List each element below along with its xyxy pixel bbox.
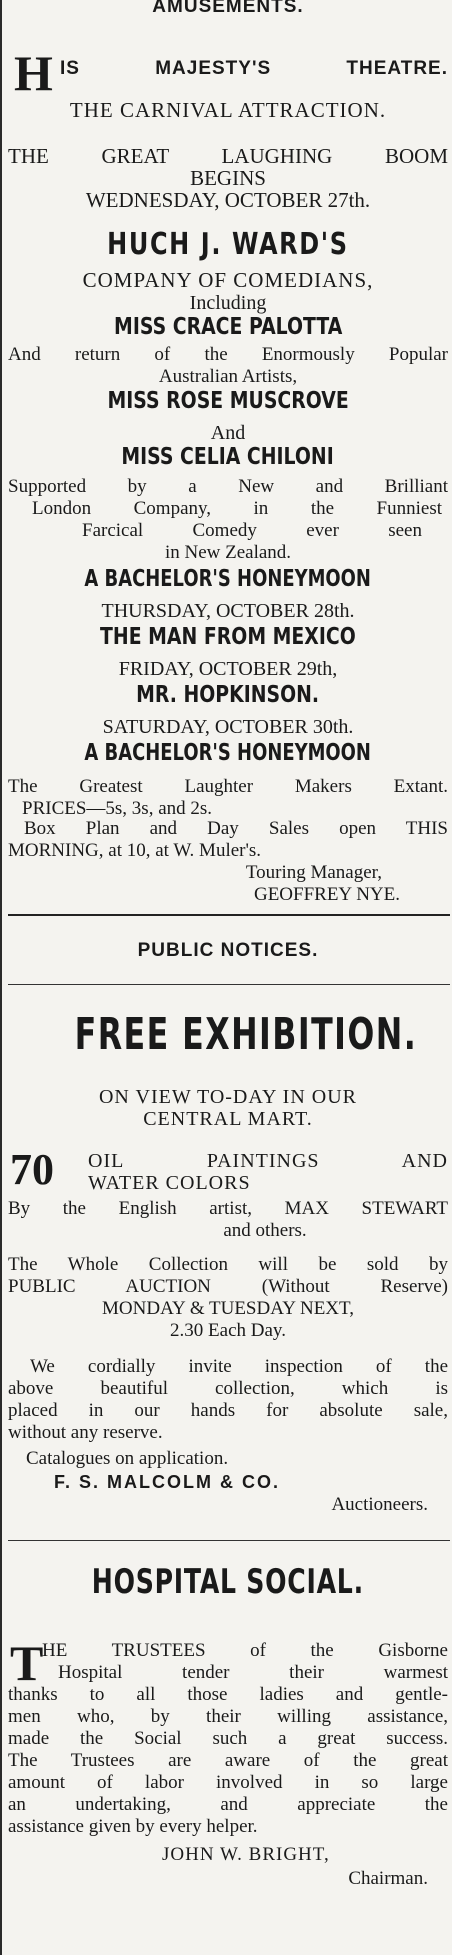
view-line-2: CENTRAL MART. [143,1108,313,1130]
sale-line-3: MONDAY & TUESDAY NEXT, [102,1298,354,1319]
paintings-line-2: WATER COLORS [88,1172,251,1194]
section-divider [8,914,450,916]
view-line-1: ON VIEW TO-DAY IN OUR [98,1086,358,1108]
star-1: MISS CRACE PALOTTA [113,314,343,340]
manager-name: HUCH J. WARD'S [107,228,349,262]
play-2-wrap [8,624,448,650]
manager-name-wrap [8,228,448,262]
and-line: And [210,422,246,444]
catalogues-line: Catalogues on application. [26,1448,229,1469]
opening-date: WEDNESDAY, OCTOBER 27th. [85,188,371,212]
section-heading-public-notices: PUBLIC NOTICES. [137,940,319,961]
sale-line-4: 2.30 Each Day. [170,1320,286,1341]
invite-line-4: without any reserve. [8,1422,163,1443]
theatre-name: IS MAJESTY'S THEATRE. [60,58,448,79]
play-2: THE MAN FROM MEXICO [100,624,356,650]
invite-line-3: placed in our hands for absolute sale, [8,1400,448,1421]
play-3: MR. HOPKINSON. [136,682,320,708]
support-line-3: Farcical Comedy ever seen [82,520,422,541]
invite-line-1: We cordially invite inspection of the [30,1356,448,1377]
box-plan-line-2: MORNING, at 10, at W. Muler's. [8,840,262,861]
star-2-wrap [8,388,448,414]
support-line-4: in New Zealand. [164,542,292,563]
notice-divider [8,984,450,985]
theatre-dropcap: H [14,45,53,101]
hospital-body-line-3: thanks to all those ladies and gentle- [8,1684,448,1705]
notice-divider-2 [8,1540,450,1541]
star-2: MISS ROSE MUSCROVE [107,388,349,414]
hospital-body-line-8: an undertaking, and appreciate the [8,1794,448,1815]
exhibition-headline: FREE EXHIBITION. [74,1010,418,1060]
touring-manager-name: GEOFFREY NYE. [253,884,400,905]
date-2: FRIDAY, OCTOBER 29th, [118,658,338,680]
hospital-headline-wrap [8,1562,448,1603]
carnival-attraction: THE CARNIVAL ATTRACTION. [69,98,387,122]
date-1: THURSDAY, OCTOBER 28th. [101,600,355,622]
exhibition-headline-wrap [8,1010,448,1060]
box-plan-line-1: Box Plan and Day Sales open THIS [24,818,448,839]
star-1-wrap [8,314,448,340]
star-3-wrap [8,444,448,470]
section-heading-amusements: AMUSEMENTS. [152,0,304,17]
hospital-body-line-5: made the Social such a great success. [8,1728,448,1749]
invite-line-2: above beautiful collection, which is [8,1378,448,1399]
painting-count: 70 [10,1146,54,1194]
boom-line-2: BEGINS [190,166,266,190]
hospital-headline: HOSPITAL SOCIAL. [91,1562,365,1602]
hospital-body-line-7: amount of labor involved in so large [8,1772,448,1793]
auctioneer-name: F. S. MALCOLM & CO. [54,1472,280,1492]
signatory-title: Chairman. [348,1868,428,1889]
date-3: SATURDAY, OCTOBER 30th. [102,716,354,738]
auctioneer-title: Auctioneers. [331,1494,428,1515]
hospital-body-line-1: HE TRUSTEES of the Gisborne [42,1640,448,1661]
prices: PRICES—5s, 3s, and 2s. [22,798,213,819]
boom-line-1: THE GREAT LAUGHING BOOM [8,144,448,168]
hospital-body-line-9: assistance given by every helper. [8,1816,258,1837]
play-1-wrap [8,566,448,592]
play-4: A BACHELOR'S HONEYMOON [84,740,372,766]
signatory-name: JOHN W. BRIGHT, [162,1844,330,1865]
including-line: Including [189,292,267,314]
hospital-body-line-4: men who, by their willing assistance, [8,1706,448,1727]
return-line-1: And return of the Enormously Popular [8,344,448,365]
paintings-line-1: OIL PAINTINGS AND [88,1150,448,1172]
support-line-2: London Company, in the Funniest [32,498,442,519]
play-1: A BACHELOR'S HONEYMOON [84,566,372,592]
play-4-wrap [8,740,448,766]
sale-line-2: PUBLIC AUCTION (Without Reserve) [8,1276,448,1297]
hospital-body-line-2: Hospital tender their warmest [58,1662,448,1683]
tagline: The Greatest Laughter Makers Extant. [8,776,448,797]
hospital-dropcap: T [10,1635,44,1691]
artist-line-1: By the English artist, MAX STEWART [8,1198,448,1219]
star-3: MISS CELIA CHILONI [121,444,335,470]
hospital-body-line-6: The Trustees are aware of the great [8,1750,448,1771]
company-line: COMPANY OF COMEDIANS, [82,268,374,292]
artist-line-2: and others. [223,1220,307,1241]
sale-line-1: The Whole Collection will be sold by [8,1254,448,1275]
return-line-2: Australian Artists, [158,366,298,387]
touring-manager-title: Touring Manager, [245,862,382,883]
support-line-1: Supported by a New and Brilliant [8,476,448,497]
play-3-wrap [8,682,448,708]
